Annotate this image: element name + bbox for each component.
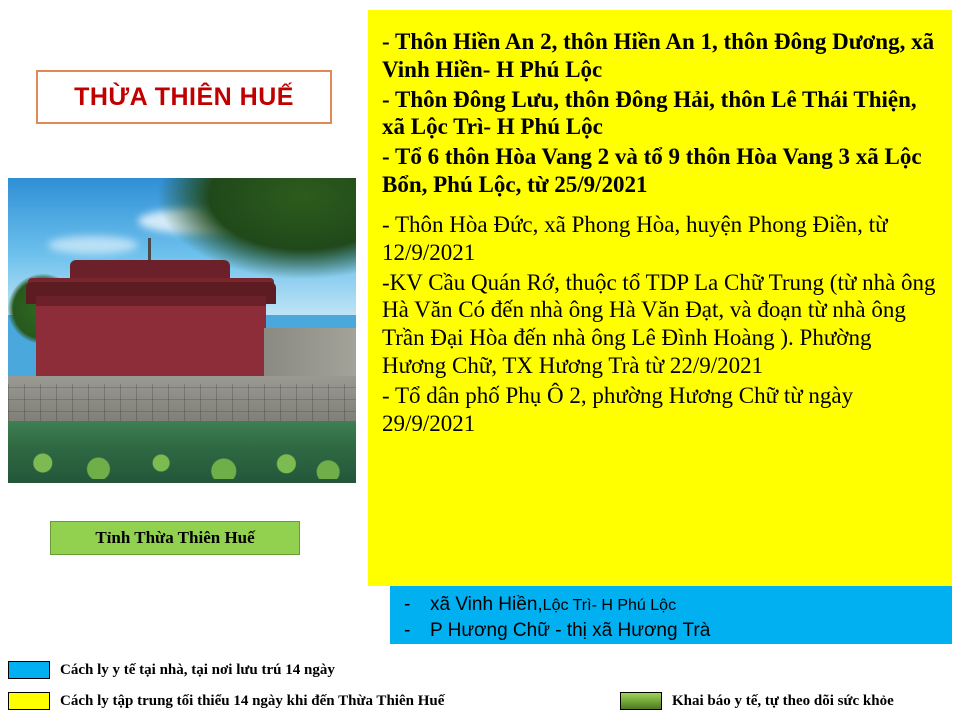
area-line: - Thôn Hòa Đức, xã Phong Hòa, huyện Phong Điền, từ 12/9/2021 — [382, 211, 888, 265]
legend-item-home-quarantine — [8, 661, 335, 679]
hue-citadel-photo — [8, 178, 356, 483]
area-line: - Tổ 6 thôn Hòa Vang 2 và tổ 9 thôn Hòa Vang 3 xã Lộc Bổn, Phú Lộc, từ 25/9/2021 — [382, 144, 922, 198]
legend-label: Cách ly y tế tại nhà, tại nơi lưu trú 14 ngày — [60, 661, 335, 678]
blue-area-row — [404, 592, 952, 618]
area-line: -KV Cầu Quán Rớ, thuộc tổ TDP La Chữ Trung (từ nhà ông Hà Văn Có đến nhà ông Hà Văn Đạt, và đoạn từ nhà ông Trần Đại Hòa đến nhà ông Lê Đình Hoàng ). Phường Hương Chữ, TX Hương Trà từ 22/9/2021 — [382, 269, 936, 379]
legend-swatch-green-icon — [620, 692, 662, 710]
page-title: THỪA THIÊN HUẾ — [74, 82, 294, 111]
legend-label: Khai báo y tế, tự theo dõi sức khỏe — [672, 692, 894, 709]
province-name-text: Tỉnh Thừa Thiên Huế — [95, 528, 255, 547]
photo-stone-texture — [8, 384, 356, 424]
photo-cloud — [48, 236, 138, 254]
central-quarantine-area-list — [368, 10, 952, 586]
blue-area-row — [404, 618, 952, 644]
legend-label: Cách ly tập trung tối thiểu 14 ngày khi đến Thừa Thiên Huế — [60, 692, 445, 709]
blue-area-text-suffix: Lộc Trì- H Phú Lộc — [542, 597, 677, 614]
province-name-badge — [50, 521, 300, 555]
legend-item-health-declaration — [620, 692, 894, 710]
legend-item-central-quarantine — [8, 692, 444, 710]
photo-roof-upper — [70, 260, 230, 280]
blue-area-text: P Hương Chữ - thị xã Hương Trà — [430, 619, 711, 641]
photo-lotus-leaves — [8, 439, 356, 479]
legend-swatch-blue-icon — [8, 661, 50, 679]
list-dash: - — [404, 594, 411, 615]
area-line: - Thôn Đông Lưu, thôn Đông Hải, thôn Lê Thái Thiện, xã Lộc Trì- H Phú Lộc — [382, 86, 917, 140]
legend-swatch-yellow-icon — [8, 692, 50, 710]
province-title-box — [36, 70, 332, 124]
blue-area-text: xã Vinh Hiền, — [430, 594, 543, 615]
home-quarantine-area-list — [390, 586, 952, 644]
list-dash: - — [404, 619, 411, 641]
area-line: - Tổ dân phố Phụ Ô 2, phường Hương Chữ từ ngày 29/9/2021 — [382, 382, 854, 436]
area-line: - Thôn Hiền An 2, thôn Hiền An 1, thôn Đông Dương, xã Vinh Hiền- H Phú Lộc — [382, 29, 935, 82]
